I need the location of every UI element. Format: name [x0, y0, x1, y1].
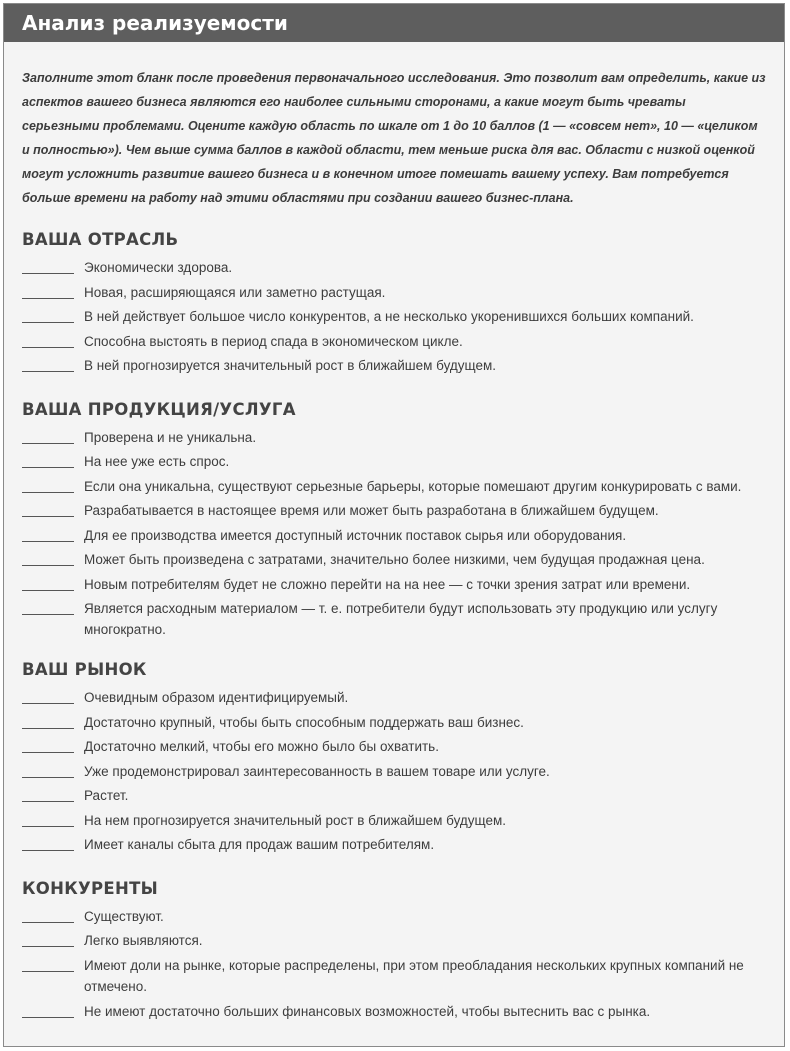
criterion-row	[22, 355, 766, 380]
score-blank[interactable]	[22, 257, 74, 274]
criterion-row	[22, 930, 766, 955]
section	[22, 879, 766, 1026]
criterion-row	[22, 476, 766, 501]
score-blank[interactable]	[22, 282, 74, 299]
criterion-row	[22, 549, 766, 574]
score-blank[interactable]	[22, 712, 74, 729]
criterion-row	[22, 282, 766, 307]
criterion-row	[22, 712, 766, 737]
score-blank[interactable]	[22, 451, 74, 468]
score-blank[interactable]	[22, 736, 74, 753]
criterion-text: На нем прогнозируется значительный рост в ближайшем будущем.	[84, 812, 507, 828]
score-blank[interactable]	[22, 549, 74, 566]
criterion-text: Может быть произведена с затратами, значительно более низкими, чем будущая продажная цена.	[84, 552, 705, 567]
criterion-row	[22, 427, 766, 452]
score-blank[interactable]	[22, 810, 74, 827]
section-title: КОНКУРЕНТЫ	[22, 878, 159, 898]
section-title: ВАША ПРОДУКЦИЯ/УСЛУГА	[22, 399, 296, 419]
criterion-text: Если она уникальна, существуют серьезные барьеры, которые помешают другим конкурировать с вами.	[84, 478, 742, 494]
criterion-text: Легко выявляются.	[84, 933, 203, 948]
criterion-row	[22, 687, 766, 712]
criterion-row	[22, 906, 766, 931]
criterion-text: Очевидным образом идентифицируемый.	[84, 690, 349, 705]
score-blank[interactable]	[22, 306, 74, 323]
criterion-text: Достаточно крупный, чтобы быть способным поддержать ваш бизнес.	[84, 714, 524, 730]
criterion-row	[22, 1001, 766, 1026]
criterion-text: Для ее производства имеется доступный источник поставок сырья или оборудования.	[84, 527, 627, 543]
criterion-row	[22, 785, 766, 810]
criterion-row	[22, 736, 766, 761]
criterion-text: Имеют доли на рынке, которые распределены, при этом преобладания нескольких крупных компаний не отмечено.	[84, 957, 744, 994]
criterion-row	[22, 500, 766, 525]
criterion-text: Имеет каналы сбыта для продаж вашим потребителям.	[84, 837, 435, 852]
criterion-text: Новым потребителям будет не сложно перейти на на нее — с точки зрения затрат или времени.	[84, 576, 691, 592]
criterion-text: Проверена и не уникальна.	[84, 429, 257, 445]
criterion-text: Достаточно мелкий, чтобы его можно было бы охватить.	[84, 739, 439, 754]
score-blank[interactable]	[22, 500, 74, 517]
criterion-text: В ней действует большое число конкурентов, а не несколько укоренившихся больших компаний.	[84, 309, 694, 324]
criterion-text: В ней прогнозируется значительный рост в ближайшем будущем.	[84, 358, 497, 373]
score-blank[interactable]	[22, 955, 74, 972]
section	[22, 400, 766, 641]
section	[22, 660, 766, 859]
criterion-text: На нее уже есть спрос.	[84, 454, 230, 469]
feasibility-form	[3, 3, 785, 1047]
intro-text: Заполните этот бланк после проведения первоначального исследования. Это позволит вам определить, какие из аспектов вашего бизнеса являются его наиболее сильными сторонами, а какие могут быть чреваты серьезными проблемами. Оцените каждую область по шкале от 1 до 10 баллов (1 — «совсем нет», 10 — «целиком и полностью»). Чем выше сумма баллов в каждой области, тем меньше риска для вас. Области с низкой оценкой могут усложнить развитие вашего бизнеса и в конечном итоге помешать вашему успеху. Вам потребуется больше времени на работу над этими областями при создании вашего бизнес-плана.	[22, 71, 766, 205]
section	[22, 230, 766, 380]
criterion-row	[22, 598, 766, 640]
score-blank[interactable]	[22, 331, 74, 348]
score-blank[interactable]	[22, 687, 74, 704]
criterion-text: Уже продемонстрировал заинтересованность в вашем товаре или услуге.	[84, 763, 550, 779]
criterion-row	[22, 955, 766, 997]
criterion-text: Является расходным материалом — т. е. потребители будут использовать эту продукцию или услугу многократно.	[84, 601, 718, 637]
score-blank[interactable]	[22, 525, 74, 542]
form-title: Анализ реализуемости	[22, 11, 288, 35]
criterion-text: Растет.	[84, 788, 129, 803]
score-blank[interactable]	[22, 834, 74, 851]
criterion-row	[22, 451, 766, 476]
section-title: ВАШ РЫНОК	[22, 660, 147, 679]
score-blank[interactable]	[22, 427, 74, 444]
score-blank[interactable]	[22, 598, 74, 615]
criterion-row	[22, 810, 766, 835]
score-blank[interactable]	[22, 761, 74, 778]
score-blank[interactable]	[22, 355, 74, 372]
sections-container	[4, 230, 784, 1025]
criterion-row	[22, 257, 766, 282]
criterion-row	[22, 306, 766, 331]
section-title: ВАША ОТРАСЛЬ	[22, 230, 179, 249]
score-blank[interactable]	[22, 785, 74, 802]
score-blank[interactable]	[22, 930, 74, 947]
criterion-text: Разрабатывается в настоящее время или может быть разработана в ближайшем будущем.	[84, 503, 659, 518]
criterion-row	[22, 834, 766, 859]
criterion-text: Новая, расширяющаяся или заметно растущая.	[84, 284, 386, 300]
score-blank[interactable]	[22, 574, 74, 591]
criterion-row	[22, 525, 766, 550]
criterion-row	[22, 761, 766, 786]
score-blank[interactable]	[22, 906, 74, 923]
criterion-text: Существуют.	[84, 908, 164, 924]
criterion-text: Экономически здорова.	[84, 260, 233, 275]
criterion-row	[22, 331, 766, 356]
form-header	[4, 4, 784, 42]
criterion-row	[22, 574, 766, 599]
score-blank[interactable]	[22, 476, 74, 493]
criterion-text: Не имеют достаточно больших финансовых возможностей, чтобы вытеснить вас с рынка.	[84, 1003, 651, 1019]
criterion-text: Способна выстоять в период спада в экономическом цикле.	[84, 333, 463, 349]
score-blank[interactable]	[22, 1001, 74, 1018]
